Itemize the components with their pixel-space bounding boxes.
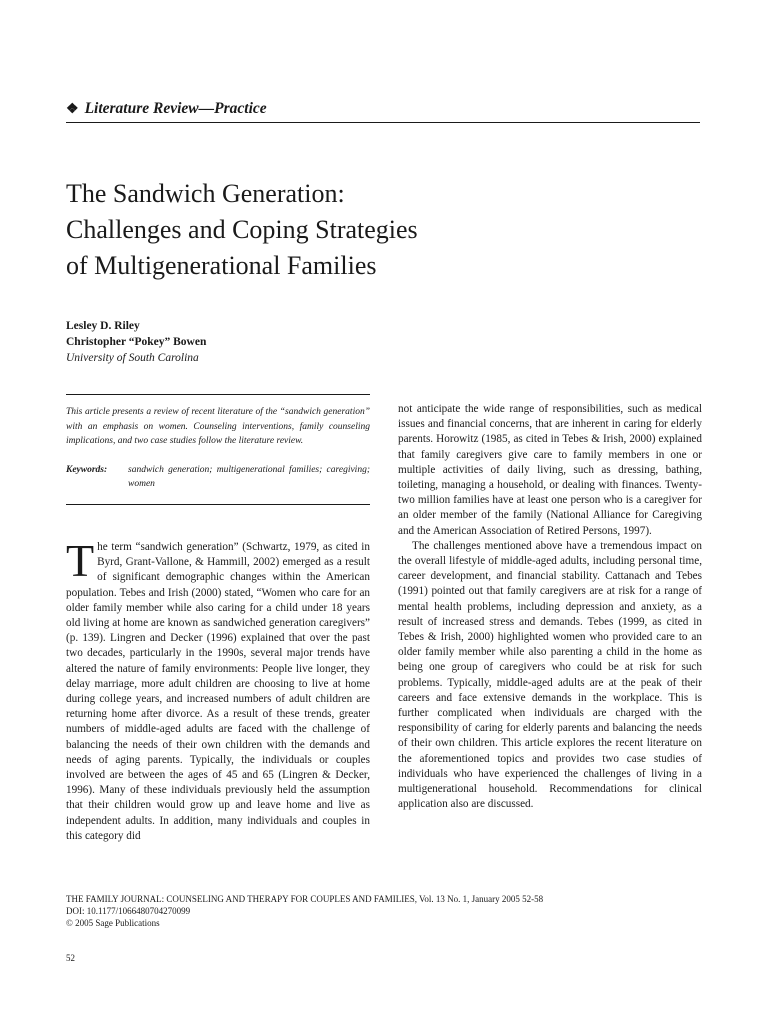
abstract-box [66, 394, 370, 505]
copyright-text: © 2005 Sage Publications [66, 918, 160, 928]
body-column-left [66, 535, 370, 844]
body-column-right [398, 402, 702, 812]
author-name: Christopher “Pokey” Bowen [66, 336, 207, 348]
section-label: Literature Review—Practice [84, 100, 267, 117]
body-paragraph-text: he term “sandwich generation” (Schwartz, 1979, as cited in Byrd, Grant-Vallone, & Hammill, 2002) emerged as a result of significant demographic changes within the American population. Tebes and Irish (2000) stated, “Women who care for an older family member while also caring for a child under 18 years old living at home are known as sandwiched generation caregivers” (p. 139). Lingren and Decker (1996) explained that over the past two decades, particularly in the 1990s, several major trends have altered the nature of family environments: People live longer, they delay marriage, more adult children are choosing to live at home during college years, and increased numbers of adult children are returning home after divorce. As a result of these trends, greater numbers of middle-aged adults are faced with the challenge of balancing the needs of their own children with the demands and needs of aging parents. Typically, the individuals or couples involved are between the ages of 45 and 65 (Lingren & Decker, 1996). Many of these individuals previously held the assumption that their children would grow up and leave home and live as independent adults. In addition, many individuals and couples in this category did [66, 541, 370, 842]
title-line-3: of Multigenerational Families [66, 251, 377, 280]
body-paragraph: not anticipate the wide range of responsibilities, such as medical issues and financial concerns, that are inherent in caring for elderly parents. Horowitz (1985, as cited in Tebes & Irish, 2000) explained that family caregivers give care to family members in one or multiple activities of daily living, such as dressing, bathing, toileting, managing a household, or dealing with finances. Twenty-two million families have at least one person who is a caregiver for an older member of the family (National Alliance for Caregiving and the American Association of Retired Persons, 1997). [398, 403, 702, 537]
keywords-value: sandwich generation; multigenerational families; caregiving; women [128, 464, 370, 489]
author-affiliation: University of South Carolina [66, 352, 199, 364]
journal-citation: THE FAMILY JOURNAL: COUNSELING AND THERAPY FOR COUPLES AND FAMILIES, Vol. 13 No. 1, January 2005 52-58 [66, 894, 544, 904]
drop-cap: T [66, 535, 95, 586]
body-paragraph: The challenges mentioned above have a tremendous impact on the overall lifestyle of middle-aged adults, including personal time, career development, and financial stability. Cattanach and Tebes (1991) pointed out that family caregivers are at risk for a range of mental health problems, including depression and anxiety, as a result of increased stress and demands. Tebes (1999, as cited in Tebes & Irish, 2000) highlighted women who provided care to an older family member while also parenting a child in the home as being one group of caregivers who could be at risk for such problems. Typically, middle-aged adults are at the peak of their careers and face extensive demands in the workplace. This is further complicated when individuals are charged with the responsibility of caring for elderly parents and balancing the needs of their own children. This article explores the recent literature on the aforementioned topics and provides two case studies of individuals who have experienced the challenges of living in a multigenerational household. Recommendations for clinical application also are discussed. [398, 539, 702, 811]
author-name: Lesley D. Riley [66, 320, 140, 332]
title-line-2: Challenges and Coping Strategies [66, 215, 418, 244]
keywords-row [66, 463, 370, 492]
journal-footer [66, 893, 706, 929]
article-title [66, 176, 686, 284]
diamond-bullet-icon: ❖ [66, 101, 79, 117]
abstract-text: This article presents a review of recent literature of the “sandwich generation” with an emphasis on women. Counseling interventions, family counseling implications, and two case studies follow the literature review. [66, 407, 370, 446]
keywords-label: Keywords: [66, 464, 108, 475]
title-line-1: The Sandwich Generation: [66, 179, 345, 208]
body-paragraph [66, 535, 370, 844]
doi-text: DOI: 10.1177/1066480704270099 [66, 906, 191, 916]
page-number: 52 [66, 953, 75, 963]
section-header [66, 100, 700, 123]
author-block [66, 318, 466, 366]
